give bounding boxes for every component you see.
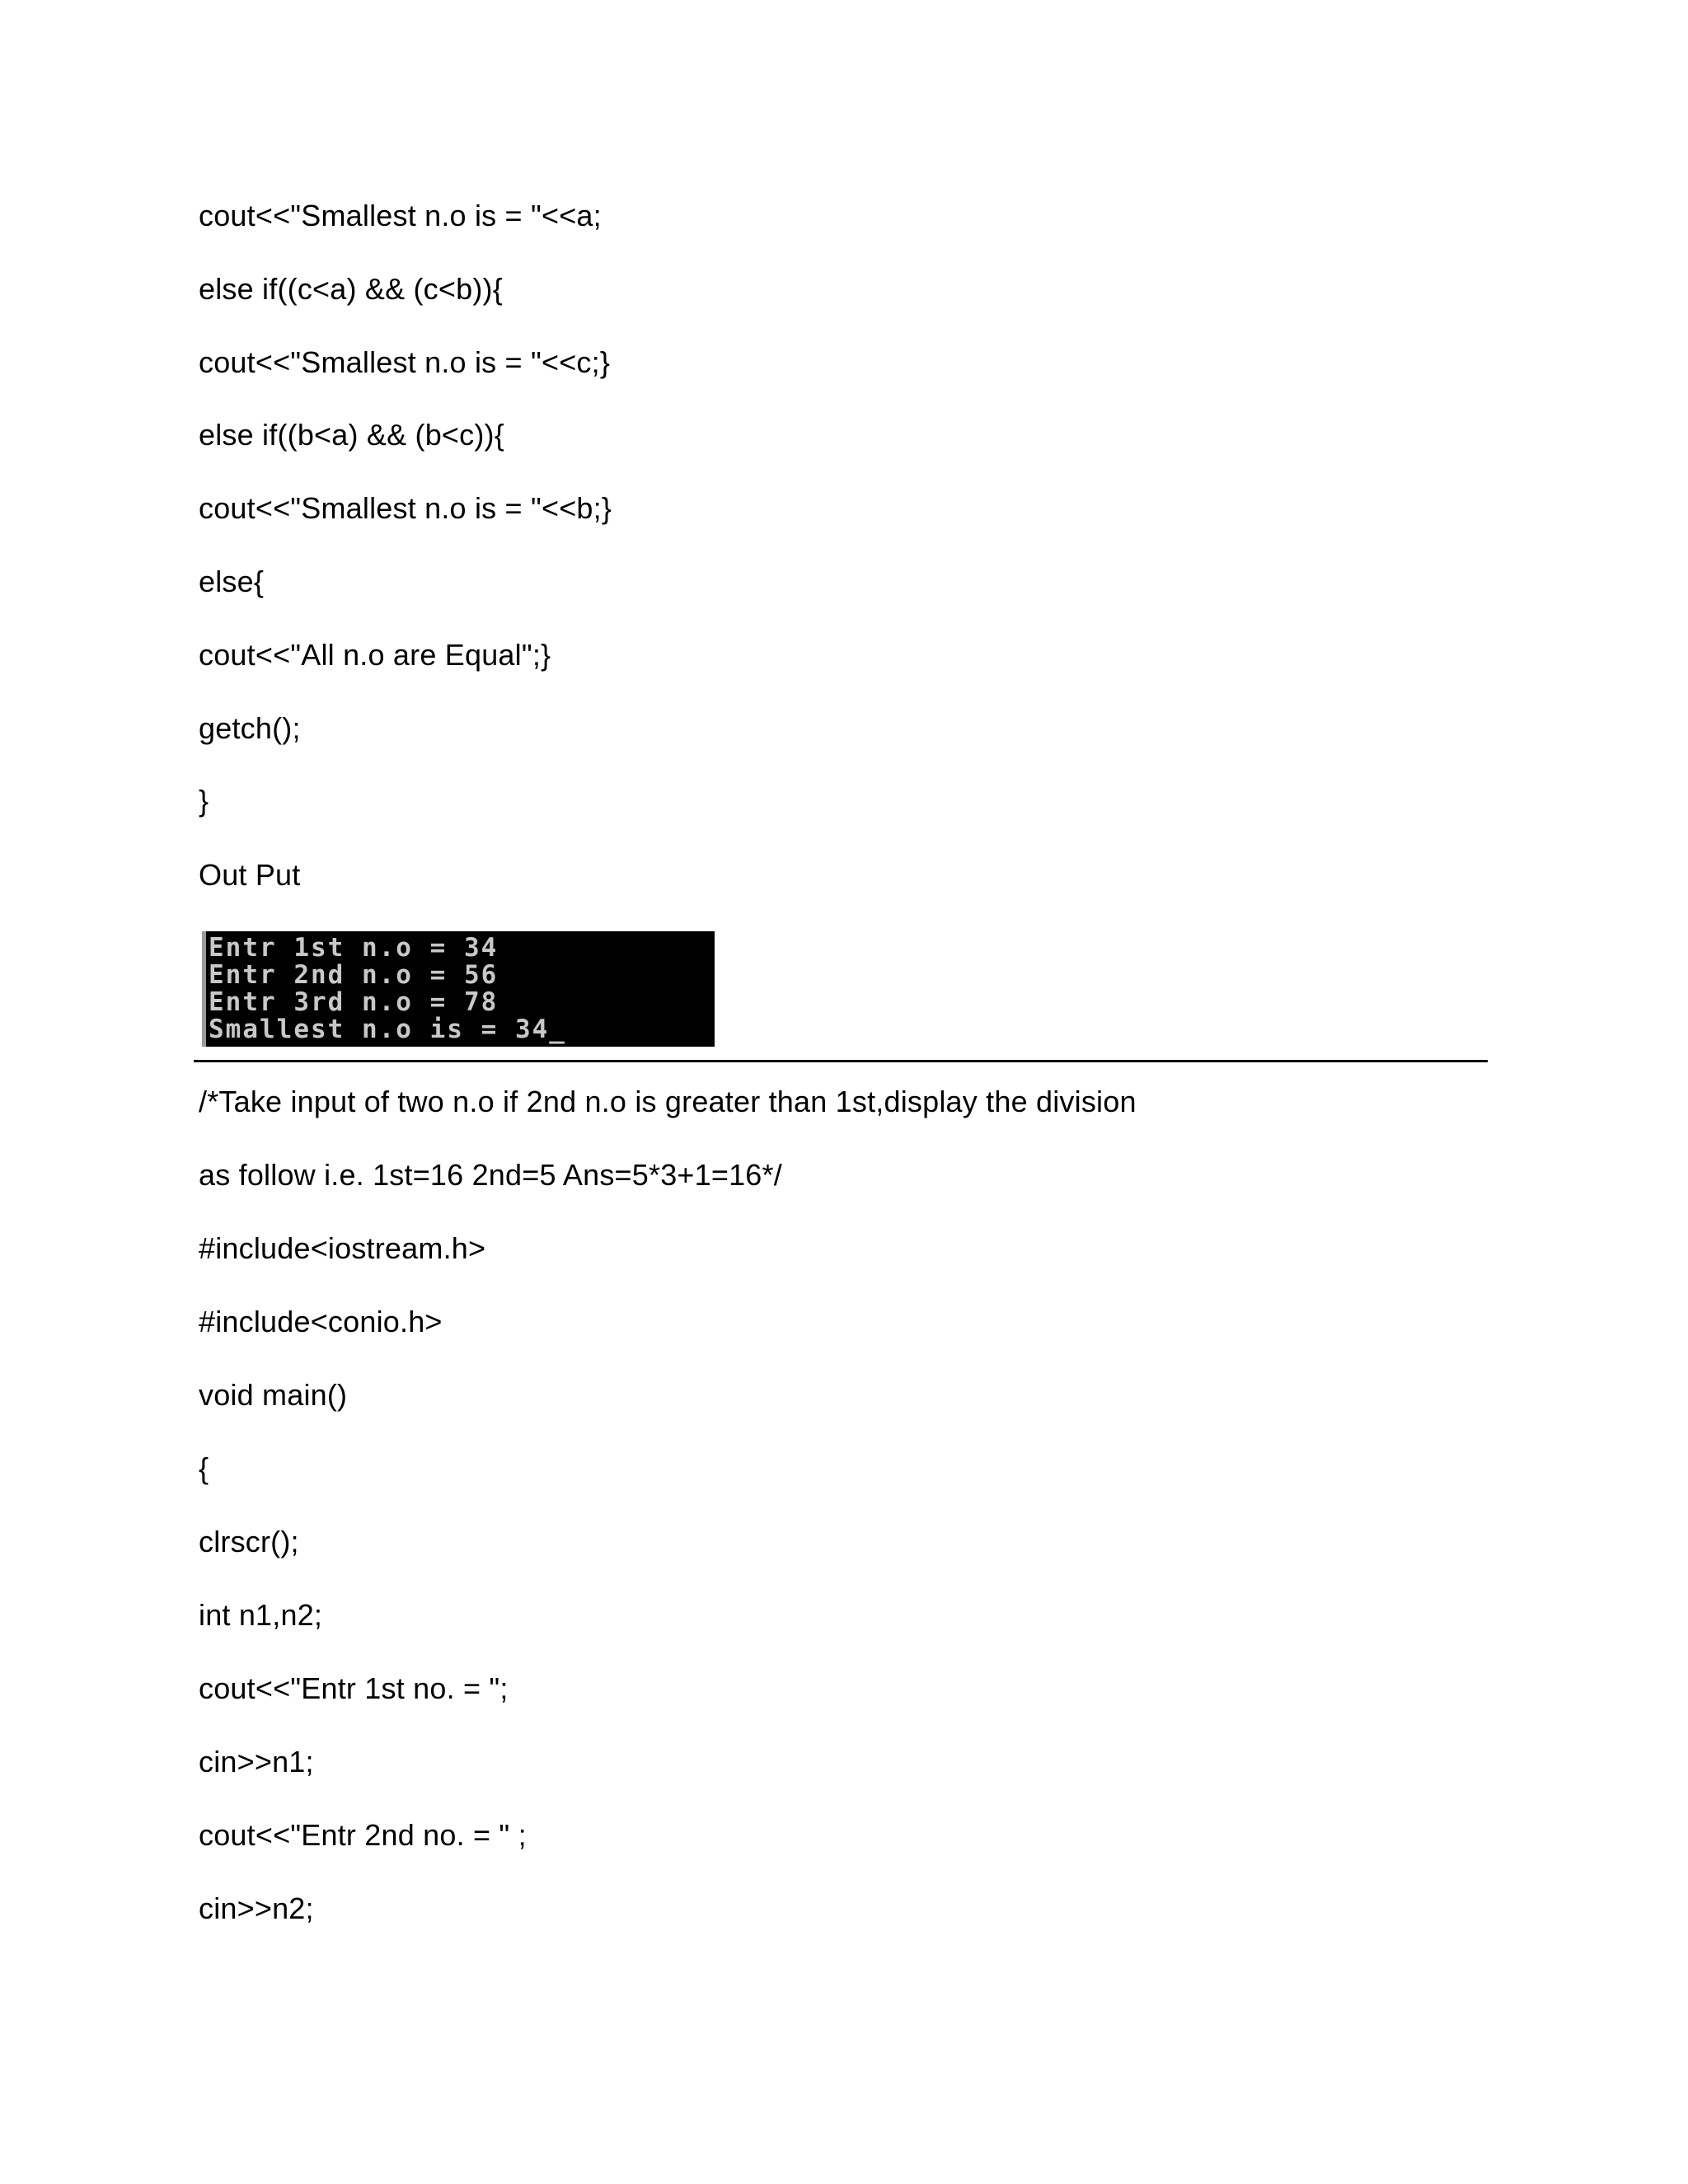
console-output-screenshot	[202, 931, 715, 1047]
code-comment-line: as follow i.e. 1st=16 2nd=5 Ans=5*3+1=16*/	[199, 1158, 782, 1192]
code-line: #include<iostream.h>	[199, 1231, 486, 1265]
output-heading: Out Put	[199, 858, 301, 892]
code-line: cout<<"Smallest n.o is = "<<a;	[199, 199, 602, 232]
code-line: cout<<"All n.o are Equal";}	[199, 638, 551, 672]
code-line: else{	[199, 565, 265, 598]
code-line: {	[199, 1451, 209, 1485]
code-line: void main()	[199, 1378, 348, 1412]
console-line: Entr 2nd n.o = 56	[209, 960, 499, 990]
code-line: int n1,n2;	[199, 1598, 323, 1632]
code-line: cout<<"Smallest n.o is = "<<b;}	[199, 491, 612, 525]
console-line: Entr 3rd n.o = 78	[209, 987, 499, 1017]
code-line: clrscr();	[199, 1525, 299, 1558]
code-line: getch();	[199, 711, 301, 745]
code-line: cout<<"Smallest n.o is = "<<c;}	[199, 345, 611, 379]
code-line: else if((b<a) && (b<c)){	[199, 418, 504, 452]
code-line: cin>>n2;	[199, 1891, 314, 1925]
code-line: }	[199, 784, 209, 818]
code-line: cout<<"Entr 1st no. = ";	[199, 1671, 509, 1705]
console-line: Smallest n.o is = 34_	[209, 1015, 566, 1044]
code-line: cout<<"Entr 2nd no. = " ;	[199, 1818, 527, 1852]
code-line: else if((c<a) && (c<b)){	[199, 272, 503, 306]
console-line: Entr 1st n.o = 34	[209, 933, 499, 963]
code-line: #include<conio.h>	[199, 1305, 443, 1338]
section-divider	[194, 1060, 1488, 1062]
code-line: cin>>n1;	[199, 1745, 314, 1779]
code-comment-line: /*Take input of two n.o if 2nd n.o is greater than 1st,display the division	[199, 1085, 1137, 1118]
console-edge	[202, 931, 206, 1047]
